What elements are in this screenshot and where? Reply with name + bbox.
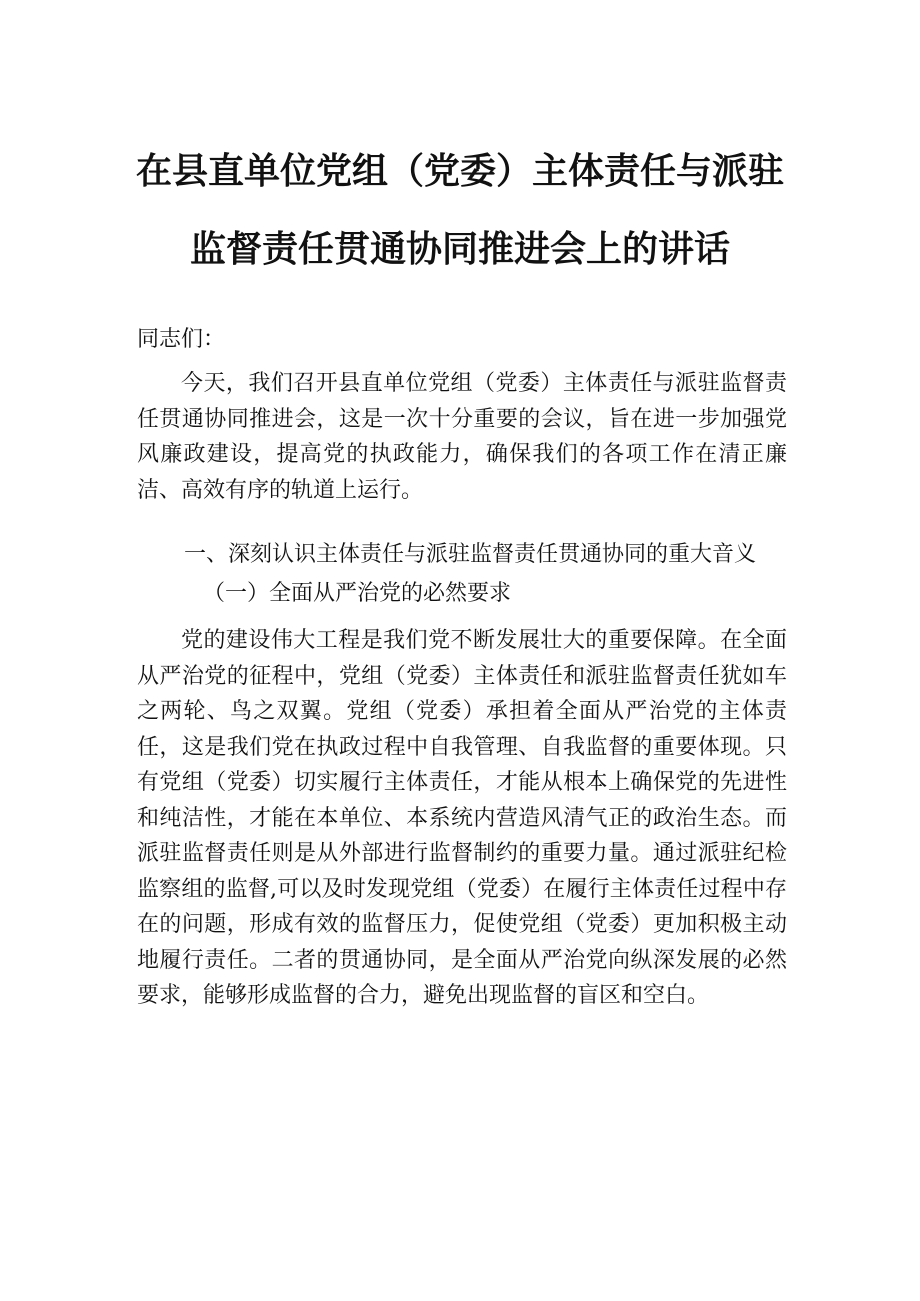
salutation: 同志们： — [137, 327, 226, 352]
document-title-line-1: 在县直单位党组（党委）主体责任与派驻 — [135, 151, 784, 192]
document-title-line-2: 监督责任贯通协同推进会上的讲话 — [189, 229, 730, 270]
section-heading: 一、深刻认识主体责任与派驻监督责任贯通协同的重大音义 — [184, 542, 757, 567]
paragraph-intro: 今天，我们召开县直单位党组（党委）主体责任与派驻监督责任贯通协同推进会，这是一次十分重要的会议，旨在进一步加强党风廉政建设，提高党的执政能力，确保我们的各项工作在清正廉洁、高效有序的轨道上运行。 — [137, 371, 787, 503]
subsection-heading: （一）全面从严治党的必然要求 — [203, 581, 512, 606]
paragraph-body: 党的建设伟大工程是我们党不断发展壮大的重要保障。在全面从严治党的征程中，党组（党委）主体责任和派驻监督责任犹如车之两轮、鸟之双翼。党组（党委）承担着全面从严治党的主体责任，这是我们党在执政过程中自我管理、自我监督的重要体现。只有党组（党委）切实履行主体责任，才能从根本上确保党的先进性和纯洁性，才能在本单位、本系统内营造风清气正的政治生态。而派驻监督责任则是从外部进行监督制约的重要力量。通过派驻纪检监察组的监督,可以及时发现党组（党委）在履行主体责任过程中存在的问题，形成有效的监督压力，促使党组（党委）更加积极主动地履行责任。二者的贯通协同，是全面从严治党向纵深发展的必然要求，能够形成监督的合力，避免出现监督的盲区和空白。 — [137, 628, 787, 1008]
